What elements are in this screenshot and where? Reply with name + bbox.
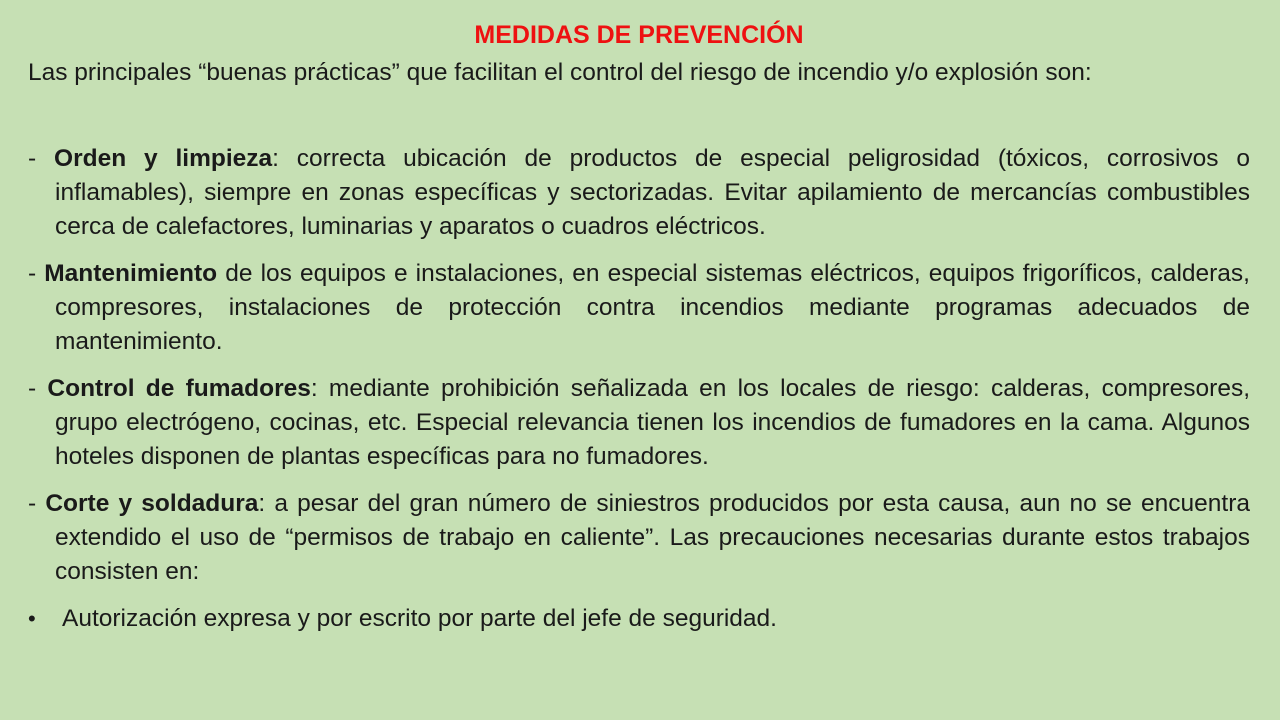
item-text: : a pesar del gran número de siniestros producidos por esta causa, aun no se encuentra extendido el uso de “permisos de trabajo en caliente”. Las precauciones necesarias durante estos trabajos consisten en: <box>55 490 1250 585</box>
bullet-dot-icon: • <box>28 606 36 631</box>
bullet-item <box>28 602 1250 636</box>
intro-paragraph: Las principales “buenas prácticas” que facilitan el control del riesgo de incendio y/o explosión son: <box>28 59 1092 86</box>
measure-item-orden-limpieza <box>28 142 1250 244</box>
measure-item-corte-soldadura <box>28 487 1250 589</box>
item-text: : mediante prohibición señalizada en los locales de riesgo: calderas, compresores, grupo electrógeno, cocinas, etc. Especial relevancia tienen los incendios de fumadores en la cama. Algunos hoteles disponen de plantas específicas para no fumadores. <box>55 375 1251 470</box>
slide-title: MEDIDAS DE PREVENCIÓN <box>474 21 804 49</box>
item-dash: - <box>28 490 46 517</box>
paragraph-spacer <box>28 90 1250 142</box>
measure-item-control-fumadores <box>28 372 1250 474</box>
measure-item-mantenimiento <box>28 257 1250 359</box>
item-text: de los equipos e instalaciones, en especial sistemas eléctricos, equipos frigoríficos, calderas, compresores, instalaciones de protección contra incendios mediante programas adecuados de mantenimiento. <box>55 260 1250 355</box>
item-lead: Mantenimiento <box>44 260 218 287</box>
item-dash: - <box>28 260 45 287</box>
item-lead: Control de fumadores <box>47 375 311 402</box>
item-lead: Orden y limpieza <box>54 145 273 172</box>
slide-content <box>28 16 1250 636</box>
bullet-text: Autorización expresa y por escrito por parte del jefe de seguridad. <box>62 605 777 632</box>
item-lead: Corte y soldadura <box>45 490 259 517</box>
item-dash: - <box>28 145 55 172</box>
item-text: : correcta ubicación de productos de especial peligrosidad (tóxicos, corrosivos o inflamables), siempre en zonas específicas y sectorizadas. Evitar apilamiento de mercancías combustibles cerca de calefactores, luminarias y aparatos o cuadros eléctricos. <box>55 145 1251 240</box>
item-dash: - <box>28 375 48 402</box>
